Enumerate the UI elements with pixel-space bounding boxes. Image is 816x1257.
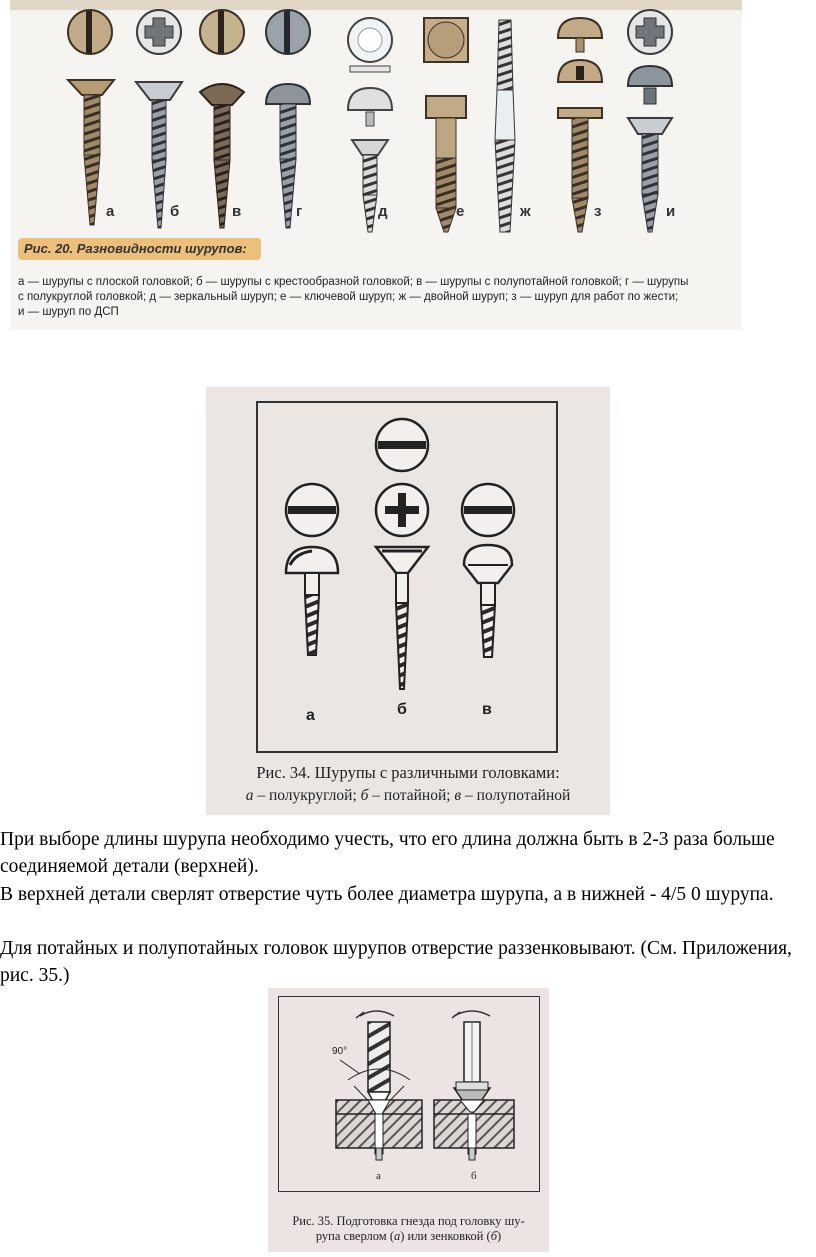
caption-text: – потайной;: [368, 787, 455, 804]
drill-assembly: [336, 1011, 422, 1160]
screw-heads-illustration: [206, 387, 610, 717]
screws-illustration: [10, 0, 742, 240]
caption-letter: в: [454, 787, 462, 804]
caption-text: – полупотайной: [461, 787, 571, 804]
caption-letter: б: [490, 1229, 497, 1243]
screw-d: [348, 18, 392, 232]
label-34-b: б: [397, 701, 407, 718]
screw-b: [136, 10, 182, 228]
paragraph-length: При выборе длины шурупа необходимо учесть, что его длина должна быть в 2-3 раза больше соединяемой детали (верхней).: [0, 829, 775, 877]
caption-text: ): [497, 1229, 502, 1243]
figure-20-caption: [18, 275, 733, 320]
paragraph-countersink: Для потайных и полупотайных головок шурупов отверстие раззенковывают. (См. Приложения, рис. 35.): [0, 938, 792, 986]
label-g: г: [296, 203, 303, 220]
figure-34-caption-line2: [206, 787, 610, 805]
label-v: в: [232, 203, 242, 220]
screw-34-b: [376, 547, 428, 689]
figure-35-caption-line2: [268, 1229, 549, 1244]
label-e: е: [456, 203, 465, 220]
caption-text: – полукруглой;: [253, 787, 361, 804]
countersink-assembly: [434, 1011, 514, 1160]
paragraph-drilling: В верхней детали сверлят отверстие чуть более диаметра шурупа, а в нижней - 4/5 0 шурупа.: [0, 884, 774, 905]
head-a-top: [286, 484, 338, 536]
screw-i: [628, 10, 672, 232]
label-34-a: а: [306, 707, 315, 724]
screw-g: [266, 10, 310, 228]
label-b: б: [170, 203, 180, 220]
caption-letter: б: [360, 787, 369, 804]
screw-e: [424, 18, 468, 232]
countersink-illustration: [268, 988, 549, 1188]
screw-a: [68, 10, 114, 225]
caption-line: и — шуруп по ДСП: [18, 306, 119, 318]
screw-zh: [495, 20, 515, 232]
screw-z: [558, 18, 602, 232]
screw-34-v: [464, 545, 512, 657]
figure-20-title: Рис. 20. Разновидности шурупов:: [18, 238, 261, 260]
head-b-top: [376, 484, 428, 536]
figure-34: [206, 387, 610, 815]
caption-letter: а: [393, 1229, 401, 1243]
label-zh: ж: [520, 203, 531, 220]
caption-line: а — шурупы с плоской головкой; б — шурупы с крестообразной головкой; в — шурупы с полупотайной головкой; г — шурупы: [18, 276, 689, 288]
screw-34-a: [286, 547, 338, 655]
figure-20: [10, 0, 742, 330]
label-34-v: в: [482, 701, 492, 718]
caption-letter: а: [245, 787, 254, 804]
figure-35: [268, 988, 549, 1252]
label-i: и: [666, 203, 676, 220]
label-d: д: [378, 203, 388, 220]
head-v-top: [462, 484, 514, 536]
angle-label: 90°: [332, 1046, 348, 1057]
label-35-a: а: [376, 1170, 381, 1182]
caption-line: с полукруглой головкой; д — зеркальный шуруп; е — ключевой шуруп; ж — двойной шуруп; з — шуруп для работ по жести;: [18, 291, 679, 303]
top-slot-head: [376, 419, 428, 471]
caption-text: рупа сверлом (: [315, 1229, 394, 1243]
figure-34-caption-line1: Рис. 34. Шурупы с различными головками:: [256, 763, 560, 782]
screw-v: [200, 10, 244, 228]
label-35-b: б: [471, 1170, 477, 1182]
label-a: а: [106, 203, 115, 220]
label-z: з: [594, 203, 602, 220]
caption-text: ) или зенковкой (: [400, 1229, 491, 1243]
figure-35-caption-line1: Рис. 35. Подготовка гнезда под головку шу-: [292, 1214, 525, 1228]
